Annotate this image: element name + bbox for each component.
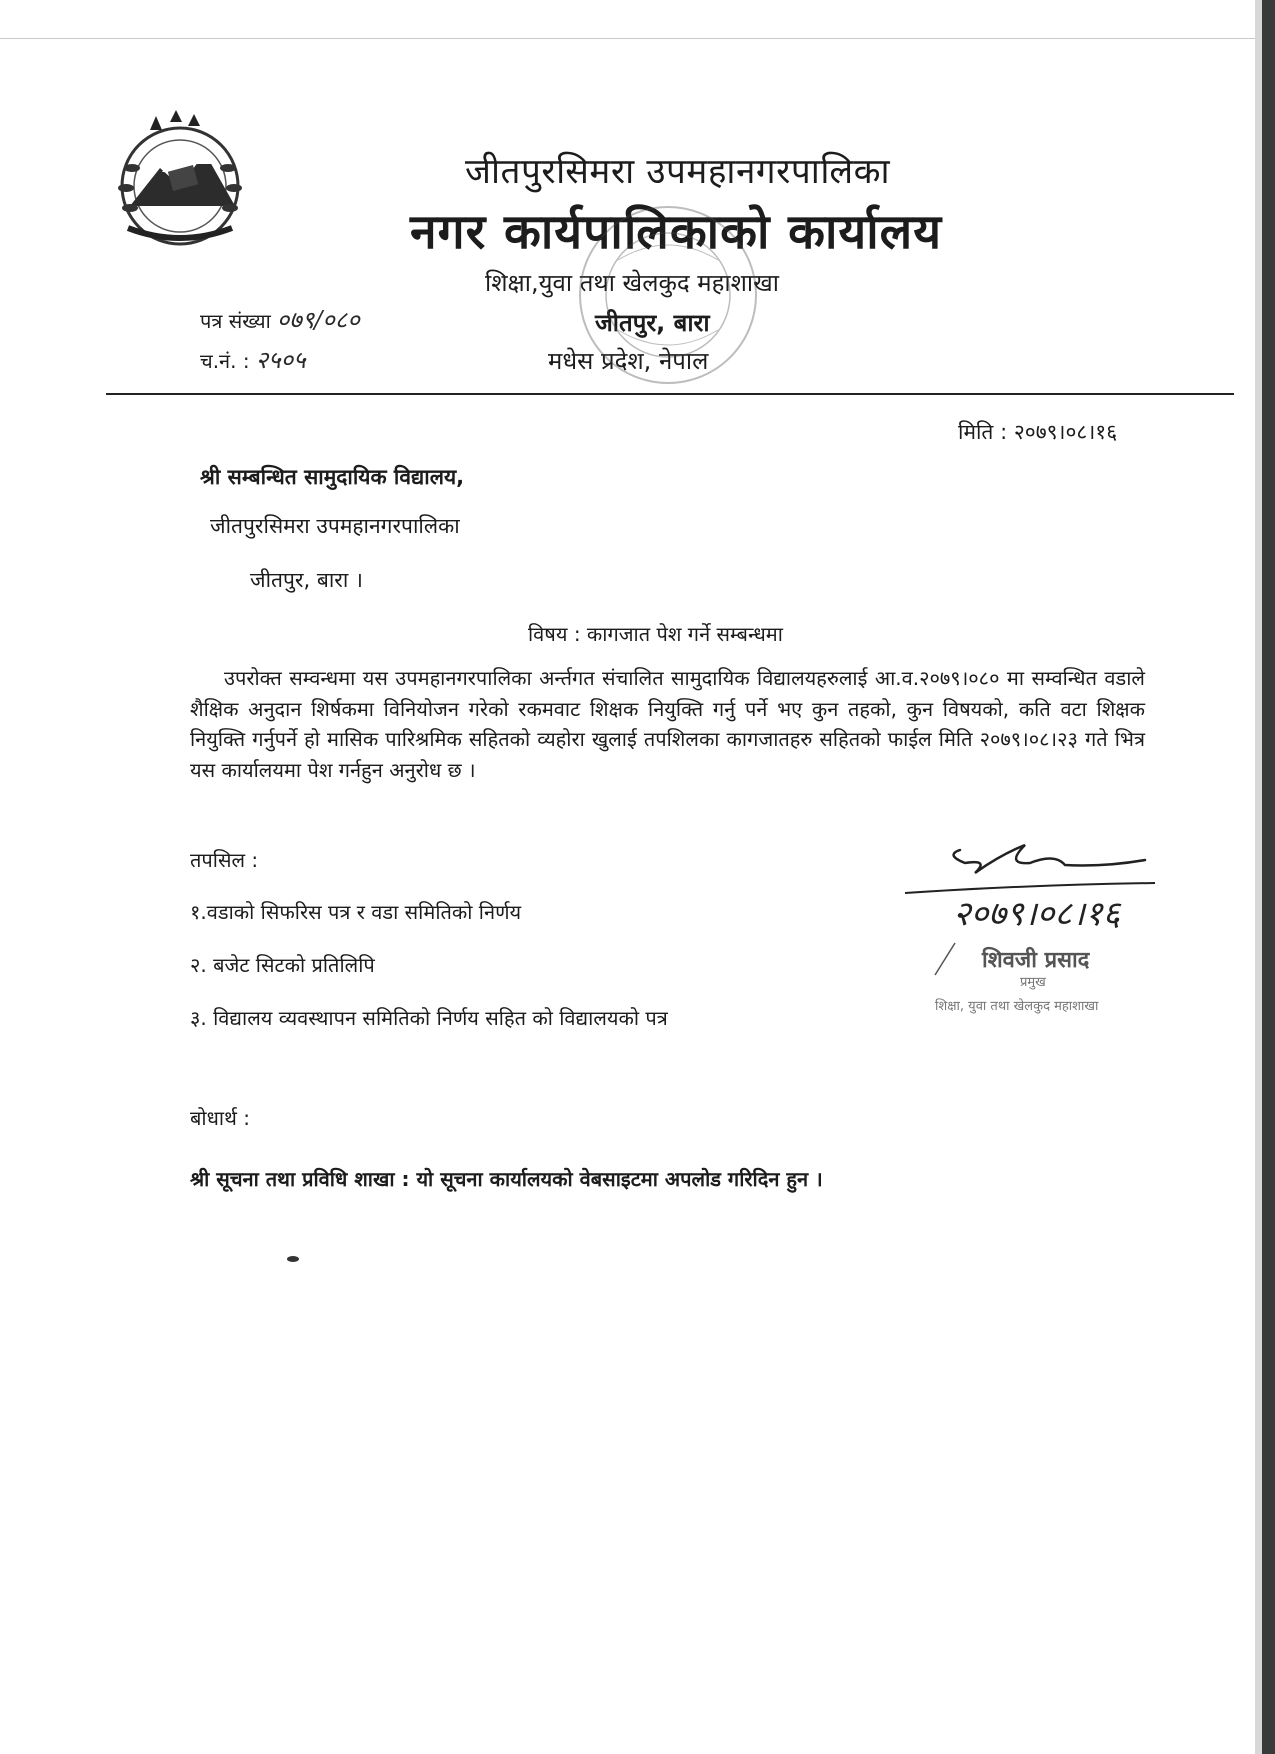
- office-location: जीतपुर, बारा: [595, 309, 710, 337]
- office-title: नगर कार्यपालिकाको कार्यालय: [410, 204, 943, 260]
- letter-date: [958, 418, 1117, 446]
- date-value: २०७९।०८।१६: [1013, 420, 1118, 444]
- handwritten-date: २०७९।०८।१६: [953, 894, 1121, 934]
- cc-line: श्री सूचना तथा प्रविधि शाखा : यो सूचना कार्यालयको वेबसाइटमा अपलोड गरिदिन हुन ।: [190, 1167, 823, 1191]
- recipient-line-1: श्री सम्बन्धित सामुदायिक विद्यालय,: [200, 465, 465, 489]
- signatory-department: शिक्षा, युवा तथा खेलकुद महाशाखा: [935, 999, 1099, 1014]
- chalani-handwritten-value: २५०५: [255, 346, 306, 374]
- tapasil-item: २. बजेट सिटको प्रतिलिपि: [190, 953, 375, 977]
- letter-body: उपरोक्त सम्वन्धमा यस उपमहानगरपालिका अर्न्तगत संचालित सामुदायिक विद्यालयहरुलाई आ.व.२०७९।०८० मा सम्वन्धित वडाले शैक्षिक अनुदान शिर्षकमा विनियोजन गरेको रकमवाट शिक्षक नियुक्ति गर्नु पर्ने भए कुन तहको, कुन विषयको, कति वटा शिक्षक नियुक्ति गर्नुपर्ने हो मासिक पारिश्रमिक सहितको व्यहोरा खुलाई तपशिलका कागजातहरु सहितको फाईल मिति २०७९।०८।२३ गते भित्र यस कार्यालयमा पेश गर्नहुन अनुरोध छ ।: [190, 666, 1145, 782]
- date-label: मिति :: [958, 420, 1008, 444]
- subject-line: विषय : कागजात पेश गर्ने सम्बन्धमा: [528, 622, 783, 646]
- chalani-number: [200, 343, 306, 376]
- scan-edge-right-shadow: [1255, 0, 1262, 1754]
- recipient-line-3: जीतपुर, बारा ।: [250, 568, 363, 592]
- patra-handwritten-value: ०७९/०८०: [276, 306, 360, 334]
- division-name: शिक्षा,युवा तथा खेलकुद महाशाखा: [485, 269, 779, 297]
- signatory-name: शिवजी प्रसाद: [982, 948, 1090, 973]
- province-line: मधेस प्रदेश, नेपाल: [548, 347, 709, 375]
- tapasil-heading: तपसिल :: [190, 848, 259, 872]
- patra-sankhya: [200, 303, 360, 336]
- patra-label: पत्र संख्या: [200, 309, 271, 333]
- chalani-label: च.नं. :: [200, 349, 250, 373]
- recipient-line-2: जीतपुरसिमरा उपमहानगरपालिका: [210, 514, 460, 538]
- header-divider: [106, 393, 1234, 395]
- tapasil-item: ३. विद्यालय व्यवस्थापन समितिको निर्णय सहित को विद्यालयको पत्र: [190, 1006, 668, 1030]
- municipality-name: जीतपुरसिमरा उपमहानगरपालिका: [465, 152, 891, 192]
- scan-edge-top: [0, 38, 1275, 39]
- scan-edge-right: [1262, 0, 1275, 1754]
- cc-heading: बोधार्थ :: [190, 1106, 250, 1130]
- office-round-stamp: [568, 200, 768, 390]
- scan-speck: [287, 1256, 299, 1262]
- signatory-role: प्रमुख: [1020, 975, 1046, 990]
- tapasil-item: १.वडाको सिफरिस पत्र र वडा समितिको निर्णय: [190, 900, 522, 924]
- nepal-emblem-logo: [110, 108, 270, 248]
